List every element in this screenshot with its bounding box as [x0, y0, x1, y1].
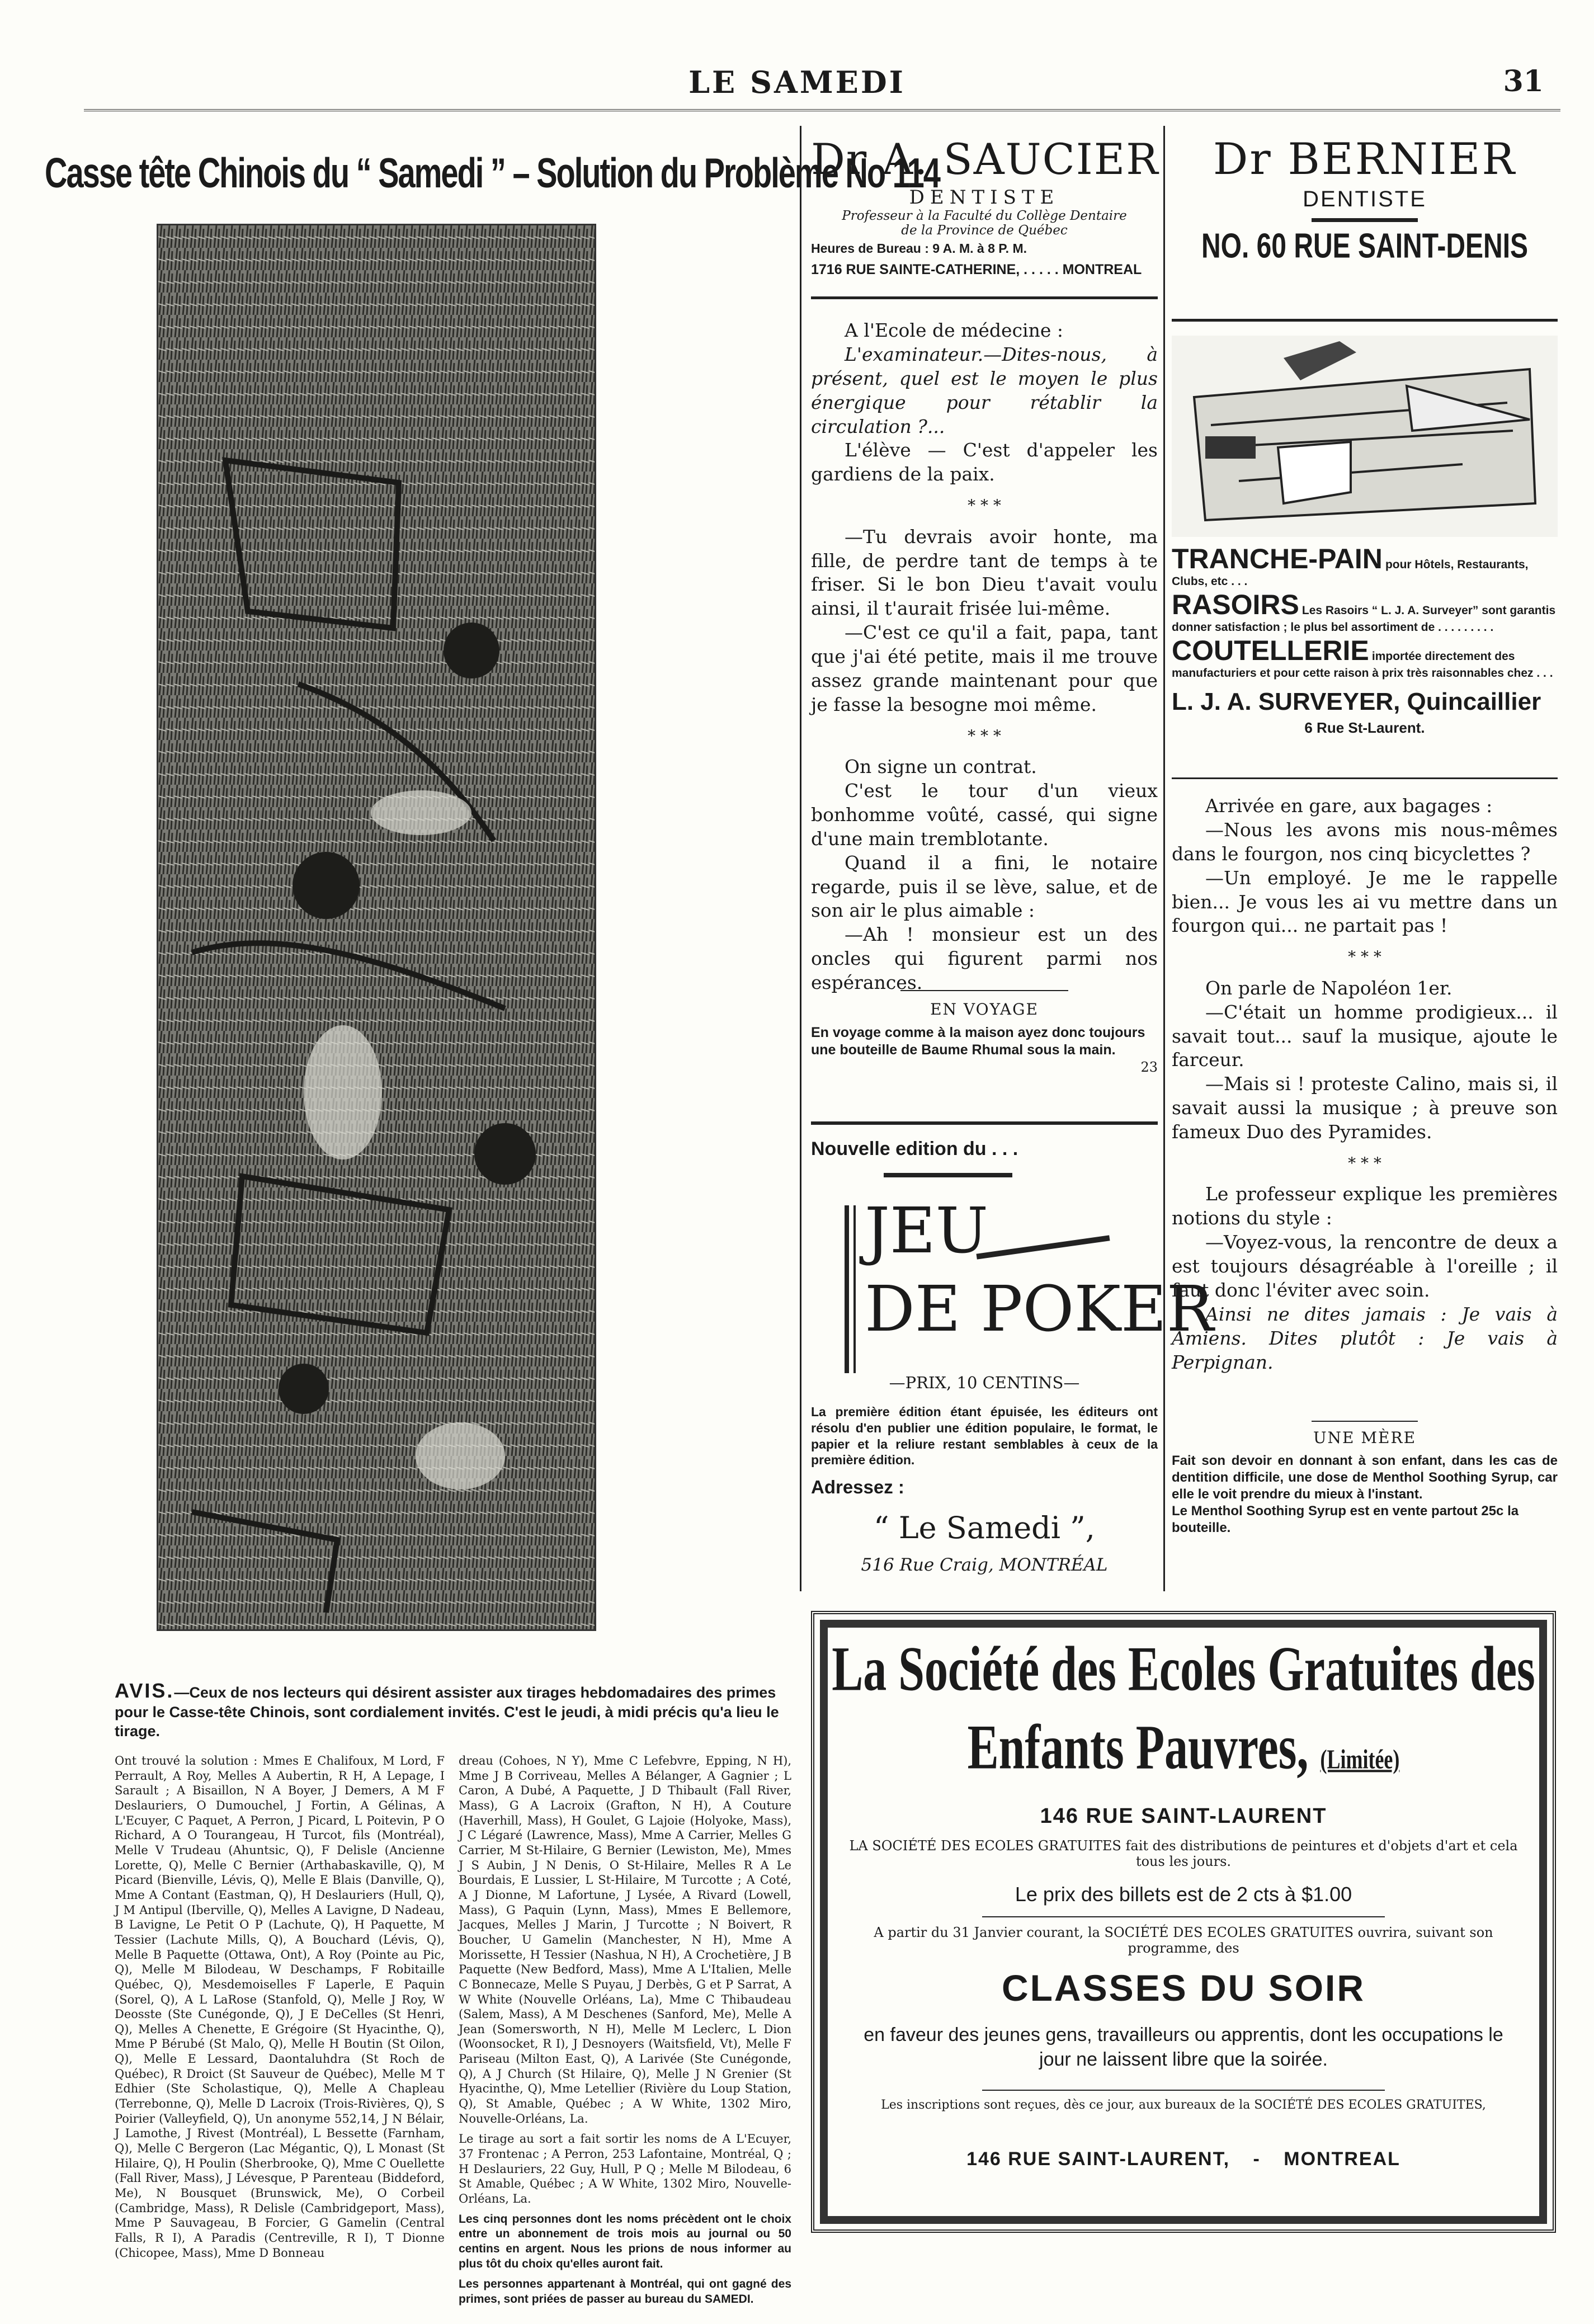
poker-adressez: Adressez :	[811, 1477, 904, 1497]
page-number: 31	[1503, 64, 1544, 98]
poker-address: 516 Rue Craig, MONTRÉAL	[861, 1555, 1108, 1575]
mere-text: Fait son devoir en donnant à son enfant, dans les cas de dentition difficile, une dose de Menthol Soothing Syrup, car elle le voit prendre du mieux à l'instant.	[1172, 1453, 1558, 1502]
poker-title-line2: DE POKER	[865, 1273, 1214, 1346]
joke-text: —Un employé. Je me le rappelle bien... Je vous les ai vu mettre dans un fourgon qui... ne partait pas !	[1172, 866, 1558, 937]
tranche-pain-desc: pour Hôtels, Restaurants, Clubs, etc . . .	[1172, 558, 1529, 588]
solvers-list-col2	[459, 1753, 791, 2307]
voyage-text: En voyage comme à la maison ayez donc toujours une bouteille de Baume Rhumal sous la main.	[811, 1025, 1145, 1058]
mere-rule	[1312, 1421, 1418, 1422]
bernier-address: NO. 60 RUE SAINT-DENIS	[1201, 227, 1529, 266]
societe-title-line1: La Société des Ecoles Gratuites des	[832, 1634, 1535, 1705]
saucier-rule	[811, 296, 1158, 299]
bernier-underline	[1312, 218, 1418, 222]
societe-address-2: 146 RUE SAINT-LAURENT,	[966, 2148, 1230, 2170]
voyage-ad	[811, 990, 1158, 1075]
saucier-hours: Heures de Bureau : 9 A. M. à 8 P. M.	[811, 241, 1027, 256]
asterism: * * *	[968, 726, 1001, 745]
voyage-rule	[900, 990, 1068, 991]
mere-text-2: Le Menthol Soothing Syrup est en vente partout 25c la bouteille.	[1172, 1503, 1519, 1535]
joke-text: —Voyez-vous, la rencontre de deux a est toujours désagréable à l'oreille ; il faut donc l'éviter avec soin.	[1172, 1231, 1558, 1301]
societe-limitee: (Limitée)	[1320, 1744, 1400, 1775]
societe-rule	[982, 1916, 1385, 1917]
mere-title: UNE MÈRE	[1313, 1429, 1417, 1447]
societe-dash: -	[1253, 2148, 1261, 2170]
avis-label: AVIS.	[115, 1679, 175, 1702]
surveyer-name: L. J. A. SURVEYER, Quincaillier	[1172, 688, 1541, 715]
joke-text: Le professeur explique les premières notions du style :	[1172, 1183, 1558, 1229]
joke-text: —Mais si ! proteste Calino, mais si, il savait aussi la musique ; à preuve son fameux Duo des Pyramides.	[1172, 1073, 1558, 1143]
voyage-rule-bottom	[811, 1121, 1158, 1125]
primes-text: Les personnes appartenant à Montréal, qui ont gagné des primes, sont priées de passer au bureau du SAMEDI.	[459, 2278, 791, 2306]
jokes-column-1	[811, 319, 1158, 995]
tranche-pain-label: TRANCHE-PAIN	[1172, 543, 1383, 574]
column-rule-2	[1163, 126, 1165, 1591]
classes-du-soir: CLASSES DU SOIR	[1001, 1967, 1366, 2009]
poker-underline	[884, 1173, 1012, 1177]
societe-description: LA SOCIÉTÉ DES ECOLES GRATUITES fait des distributions de peintures et d'objets d'art et cela tous les jours.	[849, 1838, 1518, 1869]
solvers-list-col1: Ont trouvé la solution : Mmes E Chalifoux, M Lord, F Perrault, A Roy, Melles A Aubertin, R H, A Lepage, I Sarault ; A Bisaillon, N A Boyer, J Demers, A M F Deslauriers, O Dumouchel, J Fortin, A Gélinas, A L'Ecuyer, C Paquet, A Perron, J Picard, L Poitevin, P O Richard, A O Tourangeau, H Turcot, fils (Montréal), Melle V Trudeau (Ahuntsic, Q), F Delisle (Ancienne Lorette, Q), Melle C Bernier (Arthabaskaville, Q), M Picard (Bienville, Lévis, Q), Melle E Blais (Danville, Q), Mme A Contant (Eastman, Q), H Deslauriers (Hull, Q), J M Antipul (Iberville, Q), Melles A Lavigne, D Nadeau, B Lavigne, Le Petit O P (Lachute, Q), H Paquette, M Tessier (Lachute Mills, Q), A Bouchard (Lévis, Q), Melle B Paquette (Ottawa, Ont), A Roy (Pointe au Pic, Q), Melle M Bilodeau, W Deschamps, F Robitaille Québec, Q), Mesdemoiselles F Laperle, E Paquin (Sorel, Q), A L LaRose (Stanfold, Q), Melle J Roy, W Deosste (Ste Cunégonde, Q), J E DeCelles (St Henri, Q), Melles A Chenette, E Grégoire (St Hyacinthe, Q), Mme P Bérubé (St Malo, Q), Melle H Boutin (St Oilon, Q), Melle E Lessard, Daontaluhdra (St Roch de Québec), R Droict (St Sauveur de Québec), Melle M T Edhier (Ste Scholastique, Q), Melle A Chapleau (Terrebonne, Q), Melle D Lacroix (Trois-Rivières, Q), S Poirier (Valleyfield, Q), Un anonyme 552,14, J N Bélair, J Lamothe, J Rivest (Montréal), L Bessette (Farnham, Q), Melle C Bergeron (Lac Mégantic, Q), L Monast (St Hilaire, Q), H Poulin (Sherbrooke, Q), Mme C Ouellette (Fall River, Mass), J Lévesque, P Parenteau (Biddeford, Me), N Bousquet (Brunswick, Me), O Corbeil (Cambridge, Mass), R Delisle (Cambridgeport, Mass), Mme P Sauvageau, B Forcier, G Gamelin (Central Falls, R I), A Paradis (Centreville, R I), T Dionne (Chicopee, Mass), Mme D Bonneau	[115, 1754, 445, 2260]
knife-icon	[1172, 336, 1558, 537]
societe-ornament-border	[820, 1620, 1547, 2224]
cinq-personnes-text: Les cinq personnes dont les noms précèdent ont le choix entre un abonnement de trois mois au journal ou 50 centins en argent. Nous les prions de nous informer au plus tôt du choix qu'elles auront fait.	[459, 2212, 791, 2270]
jokes-column-2	[1172, 794, 1558, 1374]
asterism: * * *	[1348, 1153, 1381, 1172]
societe-partir: A partir du 31 Janvier courant, la SOCIÉTÉ DES ECOLES GRATUITES ouvrira, suivant son programme, des	[874, 1925, 1493, 1956]
joke-text: —Tu devrais avoir honte, ma fille, de perdre tant de temps à te friser. Si le bon Dieu t'avait voulu ainsi, il t'aurait frisée lui-même.	[811, 525, 1158, 620]
joke-text: —C'était un homme prodigieux... il savait tout... sauf la musique, ajoute le farceur.	[1172, 1001, 1558, 1071]
surveyer-rule	[1172, 777, 1558, 779]
voyage-number: 23	[1140, 1059, 1158, 1075]
poker-slash	[976, 1235, 1110, 1259]
saucier-name: Dr A. SAUCIER	[811, 134, 1159, 184]
bernier-ad	[1172, 134, 1558, 266]
societe-inscriptions: Les inscriptions sont reçues, dès ce jour, aux bureaux de la SOCIÉTÉ DES ECOLES GRATUITES,	[881, 2098, 1486, 2112]
asterism: * * *	[968, 496, 1001, 515]
puzzle-photo	[157, 224, 596, 1631]
joke-text: Arrivée en gare, aux bagages :	[1205, 795, 1493, 817]
joke-text: —Ah ! monsieur est un des oncles qui figurent parmi nos espérances.	[811, 923, 1158, 994]
avis-notice	[115, 1678, 791, 1741]
joke-text: L'élève — C'est d'appeler les gardiens de la paix.	[811, 439, 1158, 485]
societe-prix: Le prix des billets est de 2 cts à $1.00	[1015, 1883, 1352, 1906]
rasoirs-label: RASOIRS	[1172, 589, 1299, 620]
saucier-address: 1716 RUE SAINTE-CATHERINE, . . . . . MONTREAL	[811, 262, 1142, 277]
societe-rule-2	[982, 2090, 1385, 2091]
tranche-pain-row	[1172, 543, 1558, 588]
page-header	[0, 64, 1594, 120]
avis-text: —Ceux de nos lecteurs qui désirent assister aux tirages hebdomadaires des primes pour le Casse-tête Chinois, sont cordialement invités. C'est le jeudi, à midi précis qu'a lieu le tirage.	[115, 1684, 779, 1740]
bernier-title: DENTISTE	[1303, 187, 1427, 211]
societe-address-1: 146 RUE SAINT-LAURENT	[1040, 1804, 1327, 1828]
tirage-text: Le tirage au sort a fait sortir les noms de A L'Ecuyer, 37 Frontenac ; A Perron, 253 Lafontaine, Montréal, Q ; H Deslauriers, 22 Guy, Hull, P Q ; Melle M Bilodeau, 6 St Amable, Québec ; A W White, 1302 Miro, Nouvelle-Orléans, La.	[459, 2132, 791, 2206]
poker-description: La première édition étant épuisée, les éditeurs ont résolu d'en publier une édition populaire, le format, le papier et la reliure restant semblables à ceux de la première édition.	[811, 1404, 1158, 1468]
joke-text: On parle de Napoléon 1er.	[1205, 977, 1452, 999]
joke-text: —Nous les avons mis nous-mêmes dans le fourgon, nos cinq bicyclettes ?	[1172, 818, 1558, 865]
saucier-line1: Professeur à la Faculté du Collège Dentaire	[842, 209, 1127, 223]
poker-price: —PRIX, 10 CENTINS—	[889, 1373, 1080, 1392]
newspaper-title: LE SAMEDI	[688, 64, 906, 100]
coutellerie-desc: importée directement des manufacturiers et pour cette raison à prix très raisonnables chez . . .	[1172, 650, 1553, 680]
surveyer-ad	[1172, 336, 1558, 737]
mere-ad	[1172, 1421, 1558, 1536]
voyage-title: EN VOYAGE	[930, 1000, 1039, 1019]
joke-text: A l'Ecole de médecine :	[845, 319, 1064, 341]
rasoirs-row	[1172, 588, 1558, 634]
joke-text: On signe un contrat.	[845, 756, 1037, 778]
joke-text: Ainsi ne dites jamais : Je vais à Amiens. Dites plutôt : Je vais à Perpignan.	[1172, 1303, 1558, 1373]
cutlery-illustration	[1172, 336, 1558, 537]
societe-address-2-row	[814, 2148, 1553, 2170]
poker-bracket	[845, 1205, 849, 1373]
saucier-ad	[811, 134, 1158, 278]
poker-title-line1: JEU	[865, 1195, 989, 1267]
poker-bracket-inner	[853, 1205, 856, 1373]
puzzle-photo-illustration	[158, 225, 595, 1629]
societe-title-text: Enfants Pauvres,	[967, 1712, 1309, 1783]
joke-text: —C'est ce qu'il a fait, papa, tant que j'ai été petite, mais il me trouve assez grande maintenant pour que je fasse la besogne moi même.	[811, 621, 1158, 715]
column-rule-1	[800, 126, 801, 1591]
header-rule	[84, 109, 1560, 111]
joke-text: L'examinateur.—Dites-nous, à présent, quel est le moyen le plus énergique pour rétablir la circulation ?...	[811, 343, 1158, 437]
asterism: * * *	[1348, 947, 1381, 967]
poker-ad	[811, 1138, 1214, 1575]
joke-text: C'est le tour d'un vieux bonhomme voûté, cassé, qui signe d'une main tremblotante.	[811, 780, 1158, 850]
societe-title-line2	[814, 1711, 1553, 1784]
societe-ad	[811, 1611, 1556, 2233]
bernier-name: Dr BERNIER	[1213, 134, 1517, 185]
solvers-list-col2-text: dreau (Cohoes, N Y), Mme C Lefebvre, Epping, N H), Mme J B Corriveau, Melles A Bélanger, A Gagnier ; L Caron, A Dubé, A Paquette, J D Thibault (Fall River, Mass), G A Lacroix (Grafton, N H), A Couture (Haverhill, Mass), H Goulet, G Lajoie (Holyoke, Mass), J C Légaré (Lawrence, Mass), Mme A Carrier, Melles G Carrier, M St-Hilaire, G Bernier (Lewiston, Me), Mmes J S Aubin, J N Denis, O St-Hilaire, Melles R A Le Bourdais, E Lussier, L St-Hilaire, M Turcotte ; A Coté, A J Dionne, M Lafortune, J Lysée, A Rivard (Lowell, Mass), G Paquin (Lynn, Mass), Mmes E Bellemore, Jacques, Melles J Marin, J Turcotte ; N Boivert, R Boucher, U Gamelin (Manchester, N H), Mme A Morissette, H Tessier (Nashua, N H), A Crochetière, J B Paquette (New Bedford, Mass), Mme A L'Italien, Melle C Bonnecaze, Melle S Puyau, J Derbès, G et P Sarrat, A W White (Nouvelle Orléans, La), Mme C Thibaudeau (Salem, Mass), A M Deschenes (Sanford, Me), Melle A Jean (Somersworth, N H), Melle M Leclerc, L Dion (Woonsocket, R I), J Desnoyers (Waitsfield, Vt), Melle F Pariseau (Milton East, Q), A Larivée (Ste Cunégonde, Q), A J Church (St Hilaire, Q), Melle J N Grenier (St Hyacinthe, Q), Mme Letellier (Rivière du Loup Station, Q), St Amable, Québec ; A W White, 1302 Miro, Nouvelle-Orléans, La.	[459, 1754, 791, 2125]
surveyer-address: 6 Rue St-Laurent.	[1304, 719, 1425, 736]
societe-city: MONTREAL	[1284, 2148, 1400, 2170]
coutellerie-row	[1172, 634, 1558, 680]
puzzle-headline: Casse tête Chinois du “ Samedi ” – Solution du Problème No 114	[45, 149, 940, 197]
poker-publisher: “ Le Samedi ”,	[874, 1510, 1095, 1545]
coutellerie-label: COUTELLERIE	[1172, 635, 1369, 666]
bernier-rule	[1172, 319, 1558, 322]
saucier-line2: de la Province de Québec	[901, 223, 1068, 238]
societe-faveur: en faveur des jeunes gens, travailleurs ou apprentis, dont les occupations le jour ne laissent libre que la soirée.	[864, 2024, 1503, 2071]
poker-intro: Nouvelle edition du . . .	[811, 1138, 1018, 1159]
joke-text: Quand il a fini, le notaire regarde, puis il se lève, salue, et de son air le plus aimable :	[811, 851, 1158, 922]
saucier-title: DENTISTE	[909, 186, 1060, 209]
rasoirs-desc: Les Rasoirs “ L. J. A. Surveyer” sont garantis donner satisfaction ; le plus bel assortiment de . . . . . . . . .	[1172, 604, 1556, 634]
